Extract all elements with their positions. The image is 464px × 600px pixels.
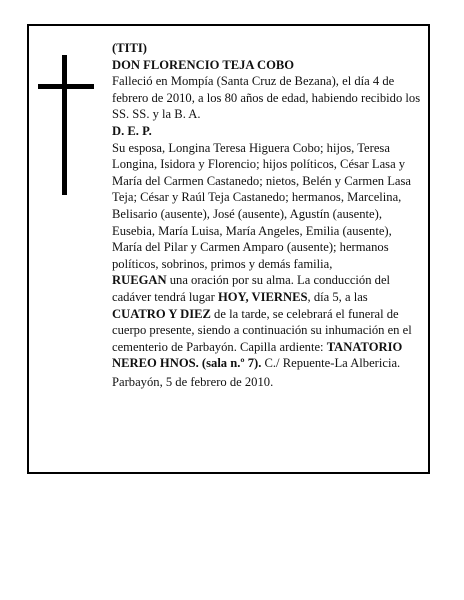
ruegan-label: RUEGAN	[112, 273, 167, 288]
death-info: Falleció en Mompía (Santa Cruz de Bezana), el día 4 de febrero de 2010, a los 80 años de edad, habiendo recibido los SS. SS. y la B. A.	[112, 74, 421, 122]
dia-text: , día 5, a las	[307, 289, 368, 304]
dep-line: D. E. P.	[112, 123, 152, 138]
funeral-text: de la tarde, se celebrará el funeral de cuerpo presente, siendo a continuación su inhumación en el cementerio de Parbayón. Capilla ardiente:	[112, 306, 412, 354]
nickname: (TITI)	[112, 41, 147, 55]
hoy-viernes: HOY, VIERNES	[217, 289, 308, 304]
tanatorio: TANATORIO NEREO HNOS. (sala n.º 7).	[112, 339, 403, 371]
obituary-text	[112, 40, 424, 390]
place-date: Parbayón, 5 de febrero de 2010.	[112, 374, 274, 389]
ruegan-text: una oración por su alma. La conducción del cadáver tendrá lugar	[112, 273, 391, 304]
family-list: Su esposa, Longina Teresa Higuera Cobo; hijos, Teresa Longina, Isidora y Florencio; hijos políticos, César Lasa y María del Carmen Castanedo; nietos, Belén y Carmen Lasa Teja; César y Raúl Teja Castanedo; hermanos, Marcelina, Belisario (ausente), José (ausente), Agustín (ausente), Eusebia, María Luisa, María Angeles, Emilia (ausente), María del Pilar y Carmen Amparo (ausente); hermanos políticos, sobrinos, primos y demás familia,	[112, 140, 412, 271]
cross-icon-bar	[38, 84, 94, 89]
deceased-name: DON FLORENCIO TEJA COBO	[112, 57, 295, 72]
ceremony-paragraph	[112, 272, 424, 372]
hora: CUATRO Y DIEZ	[112, 306, 211, 321]
cross-icon	[62, 55, 67, 195]
address: C./ Repuente-La Albericia.	[261, 356, 401, 371]
